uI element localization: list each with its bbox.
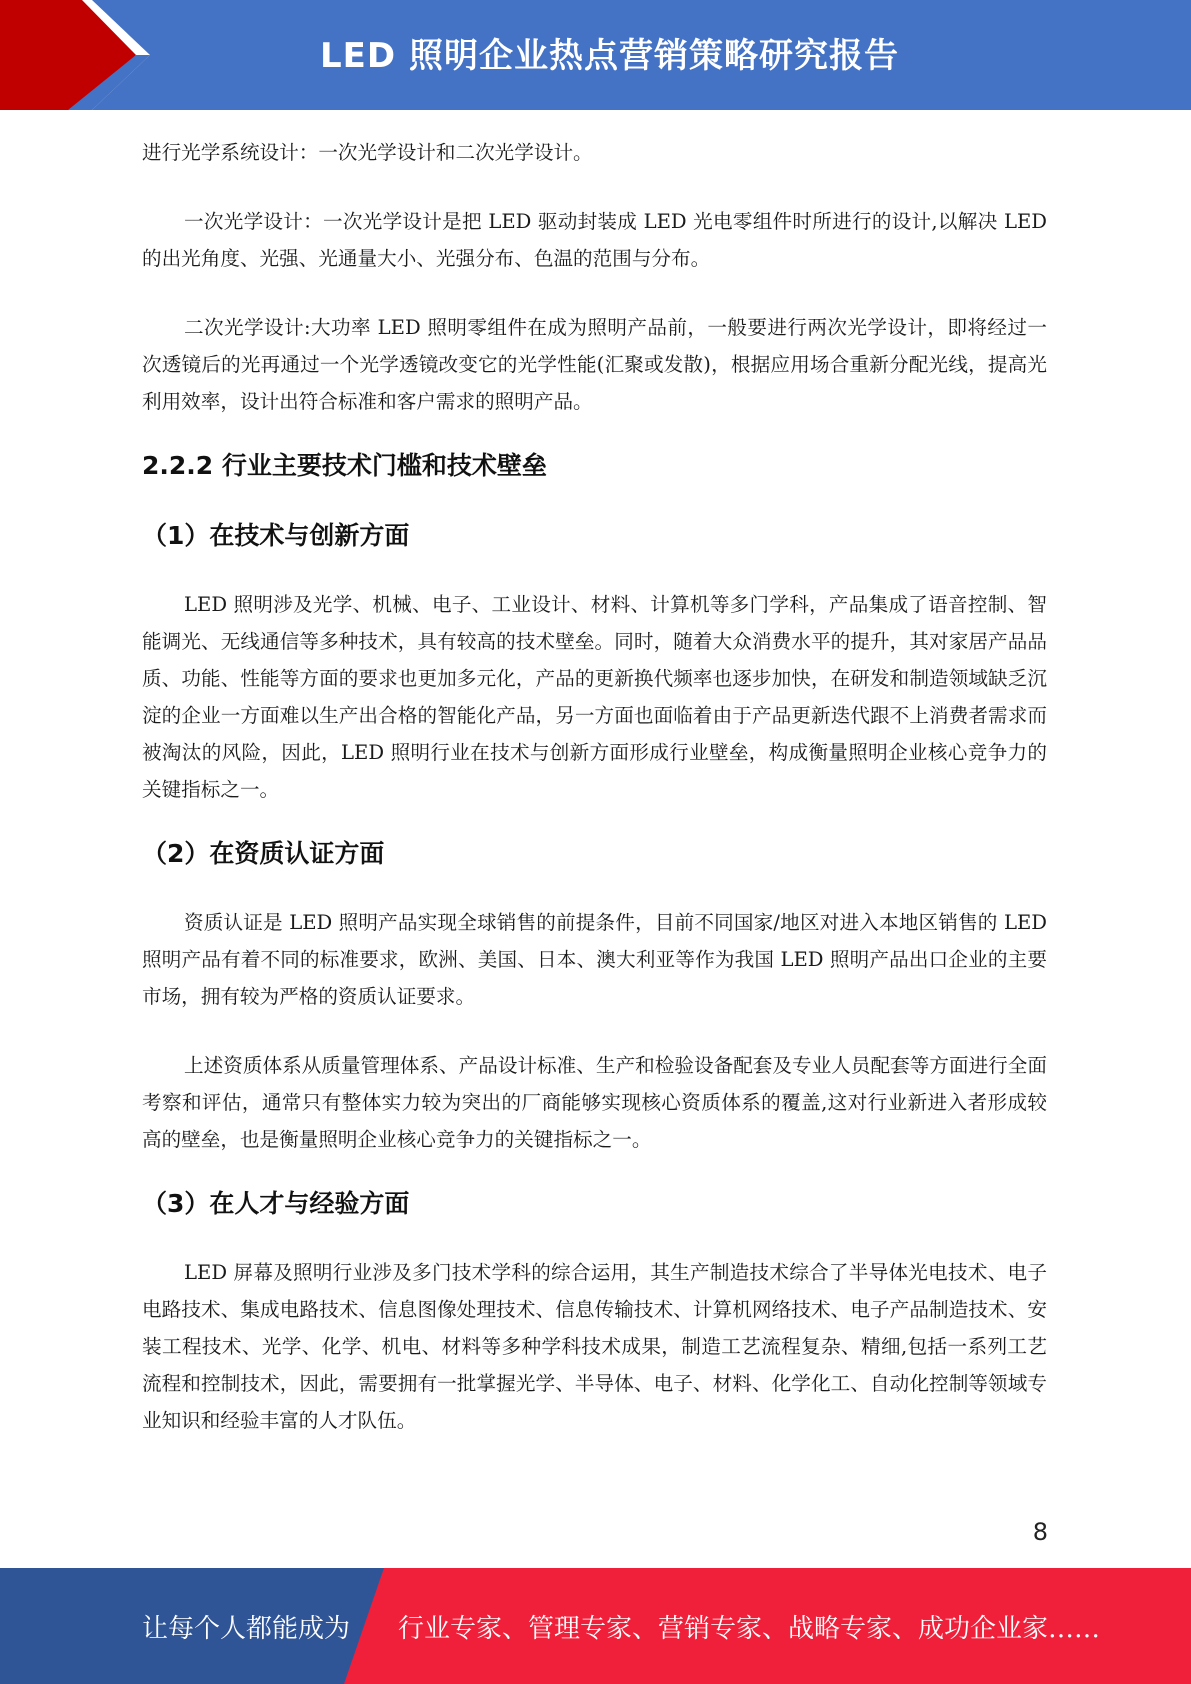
paragraph-certification-1: 资质认证是 LED 照明产品实现全球销售的前提条件，目前不同国家/地区对进入本地区销售的 LED 照明产品有着不同的标准要求，欧洲、美国、日本、澳大利亚等作为我国 LED 照明产品出口企业的主要市场，拥有较为严格的资质认证要求。 xyxy=(142,911,1047,1008)
paragraph-secondary-optics: 二次光学设计:大功率 LED 照明零组件在成为照明产品前，一般要进行两次光学设计，即将经过一次透镜后的光再通过一个光学透镜改变它的光学性能(汇聚或发散)，根据应用场合重新分配光线，提高光利用效率，设计出符合标准和客户需求的照明产品。 xyxy=(142,316,1047,413)
page-footer xyxy=(0,1568,1191,1684)
report-title: LED 照明企业热点营销策略研究报告 xyxy=(320,36,899,76)
section-heading: 2.2.2 行业主要技术门槛和技术壁垒 xyxy=(142,451,547,480)
page-number: 8 xyxy=(1032,1518,1048,1546)
paragraph-certification-2: 上述资质体系从质量管理体系、产品设计标准、生产和检验设备配套及专业人员配套等方面进行全面考察和评估，通常只有整体实力较为突出的厂商能够实现核心资质体系的覆盖,这对行业新进入者形成较高的壁垒，也是衡量照明企业核心竞争力的关键指标之一。 xyxy=(142,1054,1047,1151)
subsection-heading-tech: （1）在技术与创新方面 xyxy=(142,521,410,550)
footer-slogan-left: 让每个人都能成为 xyxy=(142,1614,351,1644)
paragraph-optical-intro: 进行光学系统设计：一次光学设计和二次光学设计。 xyxy=(142,141,593,164)
header-arrow-decoration xyxy=(0,0,160,110)
subsection-heading-certification: （2）在资质认证方面 xyxy=(142,839,385,868)
page-header xyxy=(0,0,1191,110)
footer-slogan-right: 行业专家、管理专家、营销专家、战略专家、成功企业家…… xyxy=(398,1614,1101,1644)
document-body xyxy=(142,134,1047,1439)
paragraph-tech-innovation: LED 照明涉及光学、机械、电子、工业设计、材料、计算机等多门学科，产品集成了语音控制、智能调光、无线通信等多种技术，具有较高的技术壁垒。同时，随着大众消费水平的提升，其对家居产品品质、功能、性能等方面的要求也更加多元化，产品的更新换代频率也逐步加快，在研发和制造领域缺乏沉淀的企业一方面难以生产出合格的智能化产品，另一方面也面临着由于产品更新迭代跟不上消费者需求而被淘汰的风险，因此，LED 照明行业在技术与创新方面形成行业壁垒，构成衡量照明企业核心竞争力的关键指标之一。 xyxy=(142,593,1047,801)
subsection-heading-talent: （3）在人才与经验方面 xyxy=(142,1189,410,1218)
paragraph-primary-optics: 一次光学设计：一次光学设计是把 LED 驱动封装成 LED 光电零组件时所进行的设计,以解决 LED 的出光角度、光强、光通量大小、光强分布、色温的范围与分布。 xyxy=(142,210,1047,270)
paragraph-talent-experience: LED 屏幕及照明行业涉及多门技术学科的综合运用，其生产制造技术综合了半导体光电技术、电子电路技术、集成电路技术、信息图像处理技术、信息传输技术、计算机网络技术、电子产品制造技术、安装工程技术、光学、化学、机电、材料等多种学科技术成果，制造工艺流程复杂、精细,包括一系列工艺流程和控制技术，因此，需要拥有一批掌握光学、半导体、电子、材料、化学化工、自动化控制等领域专业知识和经验丰富的人才队伍。 xyxy=(142,1261,1047,1432)
